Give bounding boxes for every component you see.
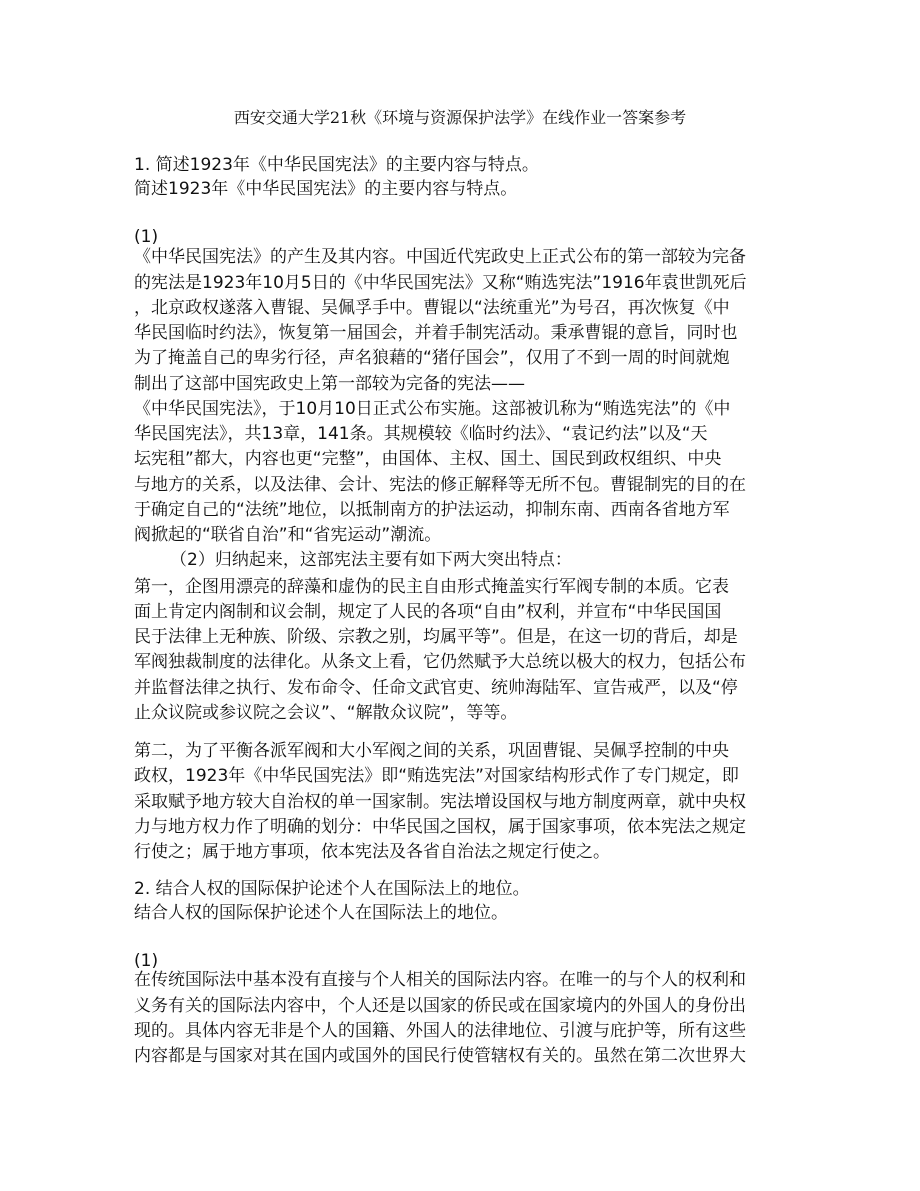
paragraph-line: 民于法律上无种族、阶级、宗教之别，均属平等”。但是，在这一切的背后，却是 [134, 627, 738, 647]
paragraph-line: 为了掩盖自己的卑劣行径，声名狼藉的“猪仔国会”，仅用了不到一周的时间就炮 [134, 348, 730, 368]
paragraph-line: 面上肯定内阁制和议会制，规定了人民的各项“自由”权利，并宣布“中华民国国 [134, 602, 722, 622]
question-heading: 2. 结合人权的国际保护论述个人在国际法上的地位。 [134, 879, 530, 899]
paragraph-line: 军阀独裁制度的法律化。从条文上看，它仍然赋予大总统以极大的权力，包括公布 [134, 652, 746, 672]
paragraph-line: 的宪法是1923年10月5日的《中华民国宪法》又称“贿选宪法”1916年袁世凯死后 [134, 273, 747, 293]
question-restated: 简述1923年《中华民国宪法》的主要内容与特点。 [134, 179, 518, 199]
paragraph-line: 义务有关的国际法内容中，个人还是以国家的侨民或在国家境内的外国人的身份出 [134, 996, 746, 1016]
paragraph-line: 于确定自己的“法统”地位，以抵制南方的护法运动，抑制东南、西南各省地方军 [134, 500, 730, 520]
document-title: 西安交通大学21秋《环境与资源保护法学》在线作业一答案参考 [233, 108, 687, 127]
paragraph-line: 力与地方权力作了明确的划分：中华民国之国权，属于国家事项，依本宪法之规定 [134, 817, 746, 837]
question-restated: 结合人权的国际保护论述个人在国际法上的地位。 [134, 903, 508, 923]
paragraph-line: 与地方的关系，以及法律、会计、宪法的修正解释等无所不包。曹锟制宪的目的在 [134, 475, 746, 495]
point-heading: （2）归纳起来，这部宪法主要有如下两大突出特点： [170, 550, 572, 570]
paragraph-line: 制出了这部中国宪政史上第一部较为完备的宪法—— [134, 374, 525, 394]
paragraph-line: 坛宪租”都大，内容也更“完整”，由国体、主权、国土、国民到政权组织、中央 [134, 449, 722, 469]
paragraph-line: 华民国临时约法》，恢复第一届国会，并着手制宪活动。秉承曹锟的意旨，同时也 [134, 323, 738, 343]
paragraph-line: 政权，1923年《中华民国宪法》即“贿选宪法”对国家结构形式作了专门规定，即 [134, 766, 739, 786]
answer-marker: (1) [134, 951, 159, 971]
paragraph-line: ，北京政权遂落入曹锟、吴佩孚手中。曹锟以“法统重光”为号召，再次恢复《中 [134, 298, 730, 318]
paragraph-line: 《中华民国宪法》的产生及其内容。中国近代宪政史上正式公布的第一部较为完备 [134, 247, 746, 267]
paragraph-line: 采取赋予地方较大自治权的单一国家制。宪法增设国权与地方制度两章，就中央权 [134, 792, 746, 812]
paragraph-line: 行使之；属于地方事项，依本宪法及各省自治法之规定行使之。 [134, 842, 610, 862]
paragraph-line: 《中华民国宪法》，于10月10日正式公布实施。这部被讥称为“贿选宪法”的《中 [134, 399, 731, 419]
paragraph-line: 阀掀起的“联省自治”和“省宪运动”潮流。 [134, 525, 442, 545]
paragraph-line: 并监督法律之执行、发布命令、任命文武官吏、统帅海陆军、宣告戒严，以及“停 [134, 678, 738, 698]
answer-marker: (1) [134, 227, 159, 247]
paragraph-line: 现的。具体内容无非是个人的国籍、外国人的法律地位、引渡与庇护等，所有这些 [134, 1021, 746, 1041]
paragraph-line: 第二，为了平衡各派军阀和大小军阀之间的关系，巩固曹锟、吴佩孚控制的中央 [134, 741, 729, 761]
paragraph-line: 在传统国际法中基本没有直接与个人相关的国际法内容。在唯一的与个人的权利和 [134, 970, 746, 990]
paragraph-line: 华民国宪法》，共13章，141条。其规模较《临时约法》、“袁记约法”以及“天 [134, 424, 708, 444]
paragraph-line: 内容都是与国家对其在国内或国外的国民行使管辖权有关的。虽然在第二次世界大 [134, 1046, 746, 1066]
paragraph-line: 止众议院或参议院之会议”、“解散众议院”，等等。 [134, 703, 518, 723]
paragraph-line: 第一，企图用漂亮的辞藻和虚伪的民主自由形式掩盖实行军阀专制的本质。它表 [134, 577, 729, 597]
question-heading: 1. 简述1923年《中华民国宪法》的主要内容与特点。 [134, 155, 539, 175]
